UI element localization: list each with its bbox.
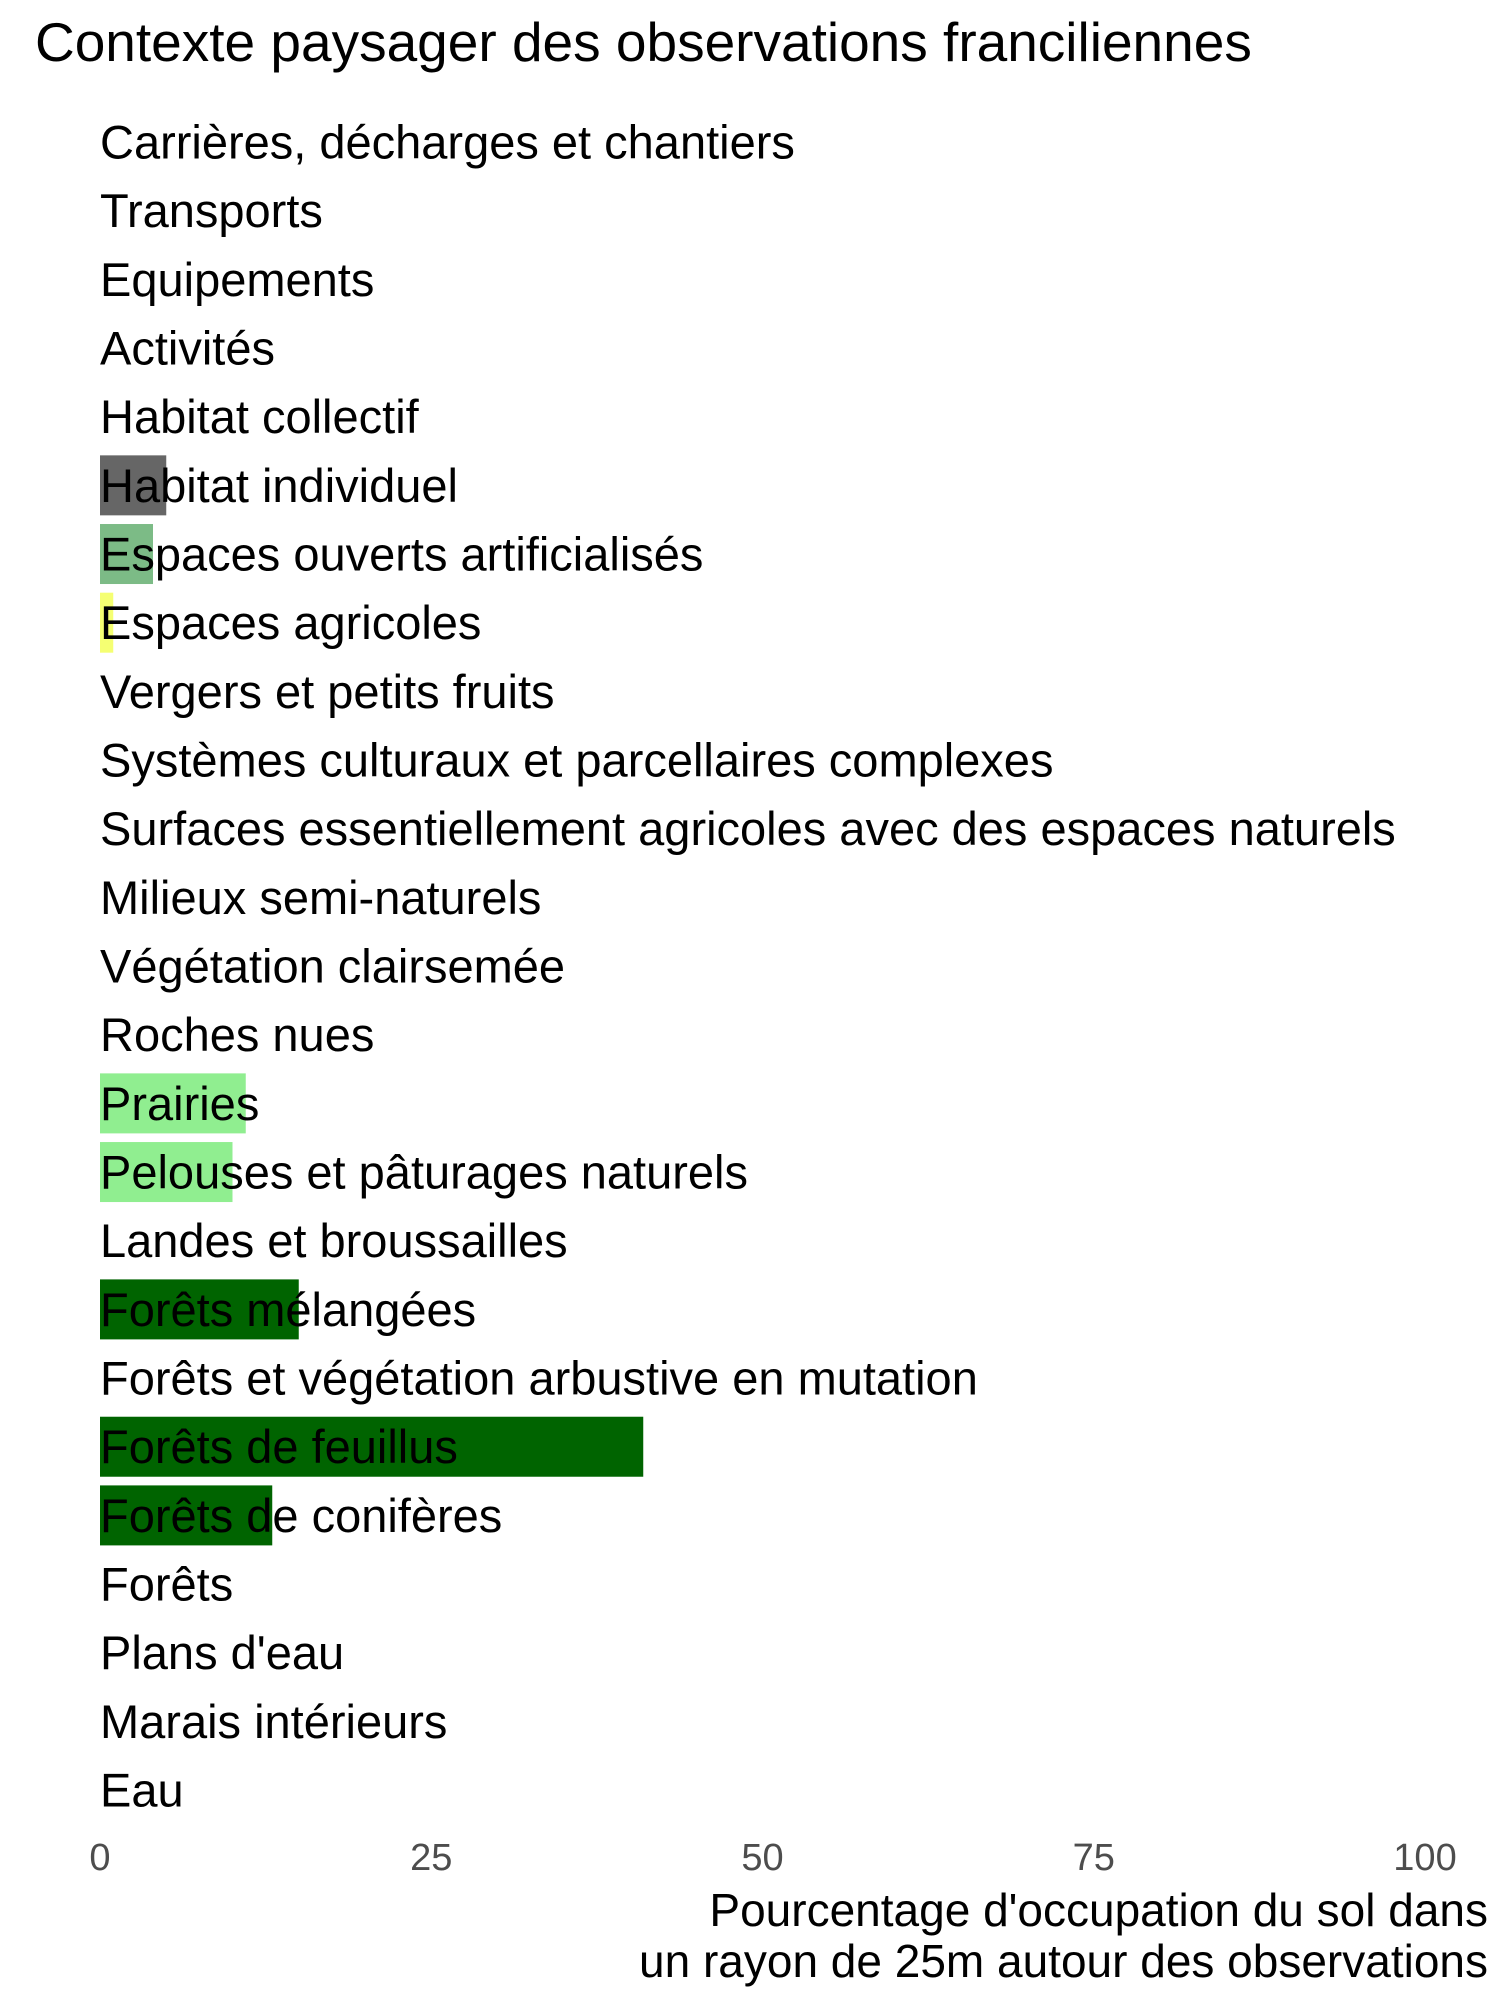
category-label-surfaces-essentiellement-agricoles-avec-des-espaces-naturels: Surfaces essentiellement agricoles avec des espaces naturels [100, 802, 1396, 856]
category-label-prairies: Prairies [100, 1076, 260, 1130]
category-label-roches-nues: Roches nues [100, 1008, 375, 1062]
category-label-systemes-culturaux-et-parcellaires-complexes: Systèmes culturaux et parcellaires complexes [100, 733, 1054, 787]
category-label-forets-melangees: Forêts mélangées [100, 1282, 477, 1336]
category-label-equipements: Equipements [100, 252, 375, 306]
chart-title: Contexte paysager des observations franciliennes [35, 11, 1252, 73]
category-labels-layer [100, 116, 1396, 1817]
x-tick-label-100: 100 [1393, 1837, 1457, 1879]
category-label-forets: Forêts [100, 1557, 234, 1611]
category-label-marais-interieurs: Marais intérieurs [100, 1694, 448, 1748]
category-label-eau: Eau [100, 1763, 184, 1817]
category-label-pelouses-et-paturages-naturels: Pelouses et pâturages naturels [100, 1145, 748, 1199]
x-axis-title-line-1: Pourcentage d'occupation du sol dans [709, 1884, 1488, 1936]
category-label-activites: Activités [100, 321, 275, 375]
x-tick-label-50: 50 [741, 1837, 784, 1879]
category-label-habitat-individuel: Habitat individuel [100, 458, 458, 512]
x-axis-title-line-2: un rayon de 25m autour des observations [639, 1935, 1488, 1987]
category-label-transports: Transports [100, 184, 323, 238]
x-tick-label-25: 25 [410, 1837, 453, 1879]
category-label-milieux-semi-naturels: Milieux semi-naturels [100, 870, 542, 924]
x-axis-title [639, 1885, 1488, 1987]
category-label-vergers-et-petits-fruits: Vergers et petits fruits [100, 664, 555, 718]
category-label-espaces-ouverts-artificialises: Espaces ouverts artificialisés [100, 527, 704, 581]
category-label-forets-de-coniferes: Forêts de conifères [100, 1488, 503, 1542]
x-tick-label-75: 75 [1072, 1837, 1115, 1879]
category-label-espaces-agricoles: Espaces agricoles [100, 596, 482, 650]
category-label-plans-d-eau: Plans d'eau [100, 1626, 345, 1680]
category-label-carrieres-decharges-et-chantiers: Carrières, décharges et chantiers [100, 115, 795, 169]
category-label-landes-et-broussailles: Landes et broussailles [100, 1214, 568, 1268]
category-label-vegetation-clairsemee: Végétation clairsemée [100, 939, 566, 993]
x-tick-labels-layer [89, 1837, 1456, 1879]
category-label-forets-de-feuillus: Forêts de feuillus [100, 1420, 458, 1474]
x-tick-label-0: 0 [89, 1837, 111, 1879]
category-label-forets-et-vegetation-arbustive-en-mutation: Forêts et végétation arbustive en mutation [100, 1351, 978, 1405]
category-label-habitat-collectif: Habitat collectif [100, 390, 419, 444]
